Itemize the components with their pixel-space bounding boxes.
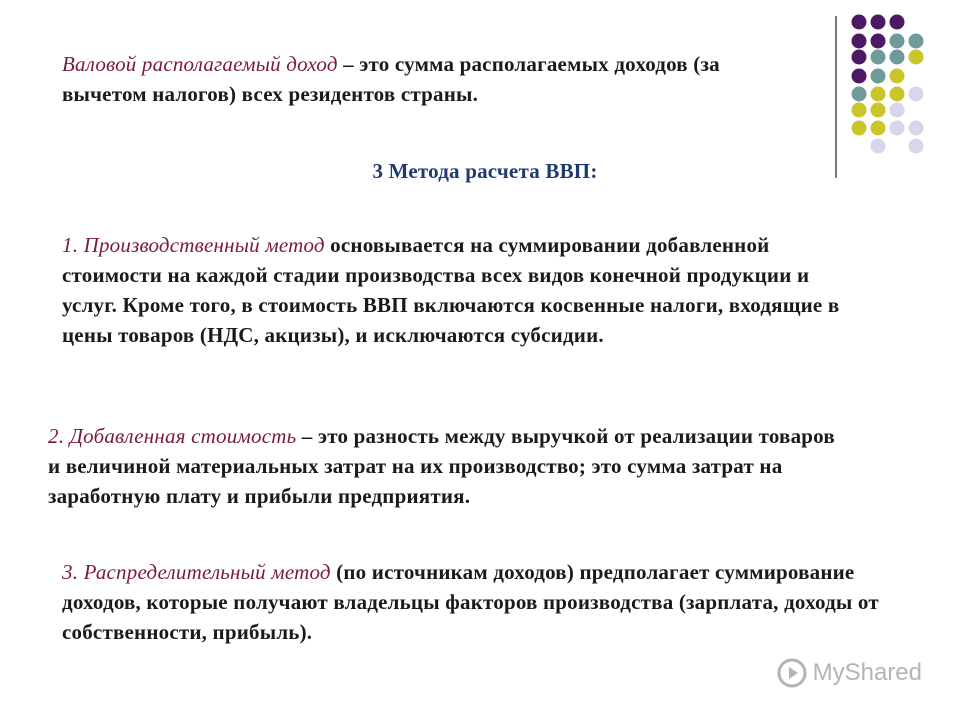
decor-dot — [890, 50, 905, 65]
method-1-term: 1. Производственный метод — [62, 233, 325, 257]
method-1-text: основывается на суммировании добавленной стоимости на каждой стадии производства всех видов конечной продукции и услуг. Кроме того, в стоимость ВВП включаются косвенные налоги, входящие в цены товаров (НДС, акцизы), и исключаются субсидии. — [62, 233, 840, 347]
decor-dot — [909, 34, 924, 49]
method-2-term: 2. Добавленная стоимость — [48, 424, 297, 448]
decor-dot — [871, 50, 886, 65]
decor-dot — [871, 87, 886, 102]
method-1-paragraph — [62, 230, 862, 350]
decor-dot — [890, 121, 905, 136]
decor-dot — [852, 15, 867, 30]
definition-paragraph — [62, 49, 782, 109]
decor-dot — [852, 50, 867, 65]
method-3-paragraph — [62, 557, 882, 647]
decor-dot — [909, 87, 924, 102]
decor-dot — [909, 121, 924, 136]
decor-vertical-line — [835, 16, 837, 178]
definition-term: Валовой располагаемый доход — [62, 52, 338, 76]
decor-dot — [890, 34, 905, 49]
methods-heading: 3 Метода расчета ВВП: — [372, 159, 598, 183]
decor-dot — [852, 87, 867, 102]
definition-text: – это сумма располагаемых доходов (за вычетом налогов) всех резидентов страны. — [62, 52, 720, 106]
decor-dot — [871, 103, 886, 118]
watermark-text: MyShared — [812, 659, 922, 686]
decor-dot — [871, 15, 886, 30]
decor-dot — [852, 121, 867, 136]
decor-dot — [871, 69, 886, 84]
decor-dot — [890, 103, 905, 118]
method-3-text: (по источникам доходов) предполагает суммирование доходов, которые получают владельцы факторов производства (зарплата, доходы от собственности, прибыль). — [62, 560, 879, 644]
decor-dot — [871, 121, 886, 136]
decor-dot — [852, 34, 867, 49]
decor-dot — [871, 139, 886, 154]
play-icon — [777, 658, 807, 688]
watermark[interactable] — [777, 656, 922, 690]
method-2-text: – это разность между выручкой от реализации товаров и величиной материальных затрат на их производство; это сумма затрат на заработную плату и прибыли предприятия. — [48, 424, 835, 508]
decor-dot — [852, 103, 867, 118]
decor-dot — [909, 50, 924, 65]
method-2-paragraph — [48, 421, 848, 511]
decor-dot — [890, 87, 905, 102]
decor-dot — [909, 139, 924, 154]
decor-dot — [852, 69, 867, 84]
decor-dot — [871, 34, 886, 49]
decor-dot — [890, 69, 905, 84]
decor-dot — [890, 15, 905, 30]
method-3-term: 3. Распределительный метод — [62, 560, 331, 584]
